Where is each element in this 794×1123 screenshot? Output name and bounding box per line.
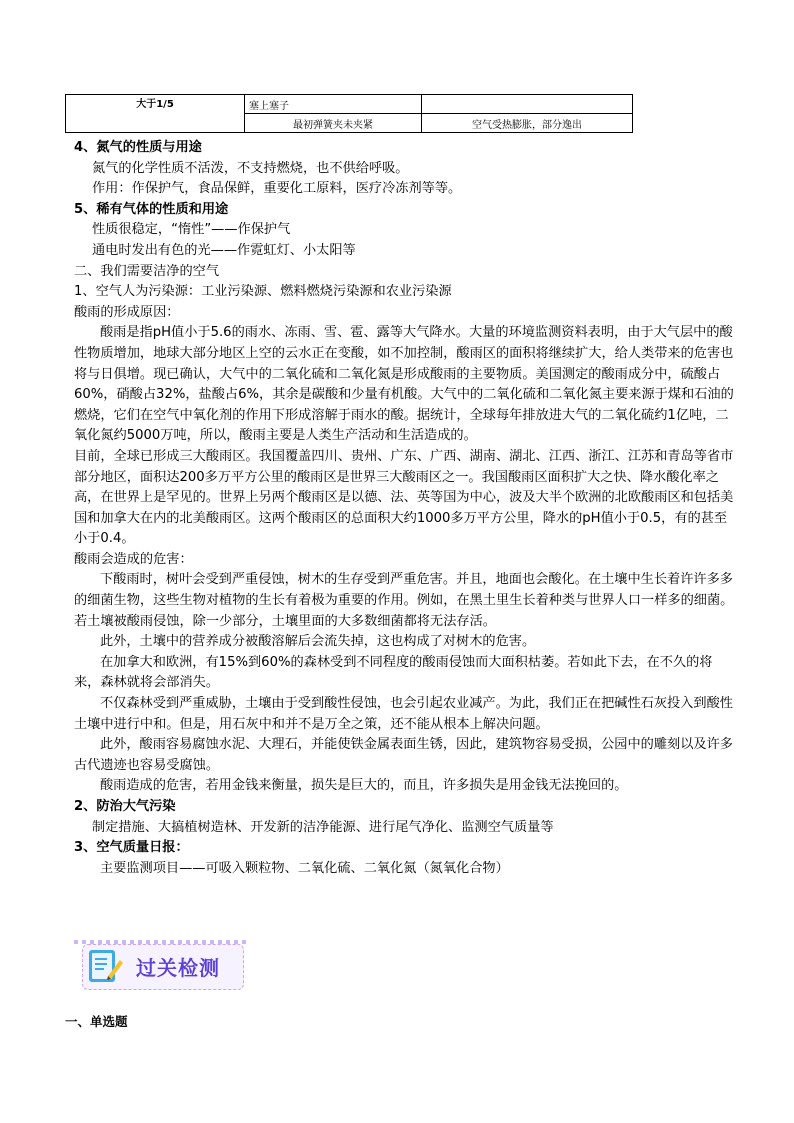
section-heading: 一、单选题	[65, 1014, 128, 1029]
paragraph: 目前，全球已形成三大酸雨区。我国覆盖四川、贵州、广东、广西、湖南、湖北、江西、浙江、江苏和青岛等省市部分地区，面积达200多万平方公里的酸雨区是世界三大酸雨区之一。我国酸雨区面积扩大之快、降水酸化率之高，在世界上是罕见的。世界上另两个酸雨区是以德、法、英等国为中心，波及大半个欧洲的北欧酸雨区和包括美国和加拿大在内的北美酸雨区。这两个酸雨区的总面积大约1000多万平方公里，降水的pH值小于0.5，有的甚至小于0.4。	[74, 448, 734, 547]
paragraph: 酸雨会造成的危害：	[74, 551, 193, 567]
paragraph: 通电时发出有色的光——作霓虹灯、小太阳等	[92, 242, 356, 258]
paragraph: 酸雨是指pH值小于5.6的雨水、冻雨、雪、雹、露等大气降水。大量的环境监测资料表明，由于大气层中的酸性物质增加，地球大部分地区上空的云水正在变酸，如不加控制，酸雨区的面积将继续扩大，给人类带来的危害也将与日俱增。现已确认，大气中的二氧化硫和二氧化氮是形成酸雨的主要物质。美国测定的酸雨成分中，硫酸占60%，硝酸占32%，盐酸占6%，其余是碳酸和少量有机酸。大气中的二氧化硫和二氧化氮主要来源于煤和石油的燃烧，它们在空气中氧化剂的作用下形成溶解于雨水的酸。据统计，全球每年排放进大气的二氧化硫约1亿吨，二氧化氮约5000万吨，所以，酸雨主要是人类生产活动和生活造成的。	[74, 325, 734, 444]
document-body	[74, 138, 734, 879]
section-heading: 5、稀有气体的性质和用途	[74, 201, 229, 217]
paragraph: 酸雨的形成原因：	[74, 304, 180, 320]
paragraph: 主要监测项目——可吸入颗粒物、二氧化硫、二氧化氮（氮氧化合物）	[100, 860, 509, 876]
paragraph: 制定措施、大搞植树造林、开发新的洁净能源、进行尾气净化、监测空气质量等	[92, 819, 554, 835]
paragraph: 此外，酸雨容易腐蚀水泥、大理石，并能使铁金属表面生锈，因此，建筑物容易受损，公园中的雕刻以及许多古代遗迹也容易受腐蚀。	[74, 737, 733, 773]
table-cell: 最初弹簧夹未夹紧	[245, 114, 422, 133]
paragraph: 二、我们需要洁净的空气	[74, 263, 220, 279]
section-heading: 2、防治大气污染	[74, 799, 176, 814]
table-cell	[422, 95, 633, 114]
paragraph: 在加拿大和欧洲，有15%到60%的森林受到不同程度的酸雨侵蚀而大面积枯萎。若如此下去，在不久的将来，森林就将会部消失。	[74, 654, 713, 691]
table-cell: 塞上塞子	[245, 95, 422, 114]
checkpoint-banner	[72, 940, 244, 990]
paragraph: 1、空气人为污染源：工业污染源、燃料燃烧污染源和农业污染源	[74, 284, 452, 300]
paragraph: 酸雨造成的危害，若用金钱来衡量，损失是巨大的，而且，许多损失是用金钱无法挽回的。	[100, 778, 628, 794]
paragraph: 性质很稳定，“惰性”——作保护气	[92, 222, 291, 238]
table-row	[66, 95, 633, 114]
paragraph: 作用：作保护气，食品保鲜，重要化工原料，医疗冷冻剂等等。	[92, 181, 462, 197]
paragraph: 氮气的化学性质不活泼，不支持燃烧，也不供给呼吸。	[92, 160, 409, 176]
banner-title: 过关检测	[136, 956, 220, 980]
paragraph: 下酸雨时，树叶会受到严重侵蚀，树木的生存受到严重危害。并且，地面也会酸化。在土壤中生长着许许多多的细菌生物，这些生物对植物的生长有着极为重要的作用。例如，在黑土里生长着种类与世界人口一样多的细菌。若土壤被酸雨侵蚀，除一少部分，土壤里面的大多数细菌都将无法存活。	[74, 572, 734, 629]
paragraph: 不仅森林受到严重威胁，土壤由于受到酸性侵蚀，也会引起农业减产。为此，我们正在把碱性石灰投入到酸性土壤中进行中和。但是，用石灰中和并不是万全之策，还不能从根本上解决问题。	[74, 696, 733, 732]
notepad-pencil-icon	[86, 946, 124, 986]
paragraph: 此外，土壤中的营养成分被酸溶解后会流失掉，这也构成了对树木的危害。	[100, 634, 536, 650]
section-heading: 4、氮气的性质与用途	[74, 140, 202, 155]
experiment-table-fragment	[65, 94, 633, 133]
table-cell: 大于1/5	[66, 95, 245, 133]
table-cell: 空气受热膨胀，部分逸出	[422, 114, 633, 133]
section-heading: 3、空气质量日报：	[74, 840, 189, 856]
